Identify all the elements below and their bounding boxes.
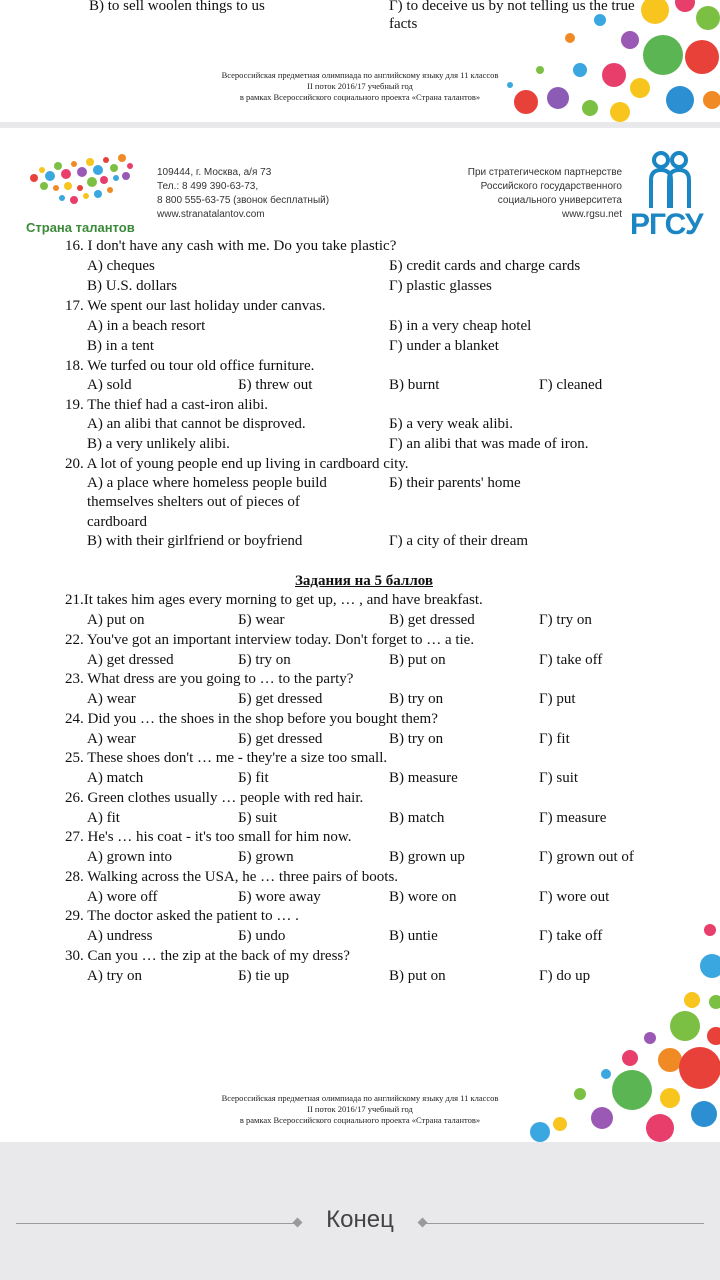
q26-option-b: Б) suit <box>238 809 278 826</box>
q17-option-d: Г) under a blanket <box>389 338 499 354</box>
question-26: 26. Green clothes usually … people with red hair. <box>65 789 364 806</box>
q21-option-b: Б) wear <box>238 612 285 628</box>
q26-option-c: В) match <box>389 809 445 826</box>
question-18: 18. We turfed ou tour old office furniture. <box>65 358 315 374</box>
question-17: 17. We spent our last holiday under canvas. <box>65 298 326 314</box>
end-label: Конец <box>326 1206 394 1233</box>
q27-option-c: В) grown up <box>389 849 465 865</box>
q29-option-c: В) untie <box>389 928 438 944</box>
q25-option-a: А) match <box>87 770 144 786</box>
end-divider-right <box>424 1223 704 1224</box>
q16-option-a: А) cheques <box>87 258 155 274</box>
q30-option-b: Б) tie up <box>238 967 290 984</box>
q20-option-a: А) a place where homeless people build <box>87 475 327 491</box>
q18-option-c: В) burnt <box>389 377 440 393</box>
q22-option-b: Б) try on <box>238 651 291 668</box>
q19-option-a: А) an alibi that cannot be disproved. <box>87 416 306 432</box>
q24-option-d: Г) fit <box>539 730 570 747</box>
q27-option-b: Б) grown <box>238 849 294 865</box>
q26-option-a: А) fit <box>87 809 120 826</box>
q17-option-c: В) in a tent <box>87 338 155 354</box>
question-21: 21.It takes him ages every morning to get up, … , and have breakfast. <box>65 592 483 608</box>
q29-option-d: Г) take off <box>539 928 603 944</box>
strana-talantov-logo-icon <box>24 148 139 220</box>
q18-option-b: Б) threw out <box>238 377 313 393</box>
question-20: 20. A lot of young people end up living in cardboard city. <box>65 456 409 472</box>
q22-option-a: А) get dressed <box>87 651 174 668</box>
q20-option-d: Г) a city of their dream <box>389 533 529 549</box>
q24-option-c: В) try on <box>389 730 444 747</box>
contact-address: 109444, г. Москва, а/я 73 Тел.: 8 499 390-63-73, 8 800 555-63-75 (звонок бесплатный) www.stranatalantov.com <box>157 167 330 220</box>
question-16: 16. I don't have any cash with me. Do you take plastic? <box>65 238 397 254</box>
rgsu-logo-text: РГСУ <box>630 208 703 241</box>
q17-option-a: А) in a beach resort <box>87 318 206 334</box>
q28-option-a: А) wore off <box>87 888 158 905</box>
q30-option-c: В) put on <box>389 967 446 984</box>
q28-option-b: Б) wore away <box>238 888 321 905</box>
q30-option-a: А) try on <box>87 967 142 984</box>
page-footer-top: Всероссийская предметная олимпиада по английскому языку для 11 классов II поток 2016/17 учебный год в рамках Всероссийского социального проекта «Страна талантов» <box>221 70 499 102</box>
q17-option-b: Б) in a very cheap hotel <box>389 318 532 334</box>
q19-option-d: Г) an alibi that was made of iron. <box>389 436 589 452</box>
q23-option-d: Г) put <box>539 691 576 707</box>
q29-option-a: А) undress <box>87 928 153 944</box>
prev-option-g-cont: facts <box>389 16 418 32</box>
q21-option-a: А) put on <box>87 612 145 628</box>
prev-option-b: В) to sell woolen things to us <box>89 0 265 14</box>
question-23: 23. What dress are you going to … to the party? <box>65 671 354 687</box>
q23-option-a: А) wear <box>87 691 136 707</box>
page-footer: Всероссийская предметная олимпиада по английскому языку для 11 классов II поток 2016/17 учебный год в рамках Всероссийского социального проекта «Страна талантов» <box>221 1093 499 1125</box>
q19-option-b: Б) a very weak alibi. <box>389 416 513 432</box>
q21-option-d: Г) try on <box>539 612 592 628</box>
q23-option-b: Б) get dressed <box>238 691 323 707</box>
question-28: 28. Walking across the USA, he … three pairs of boots. <box>65 868 399 885</box>
q29-option-b: Б) undo <box>238 928 286 944</box>
q27-option-d: Г) grown out of <box>539 849 634 865</box>
q19-option-c: В) a very unlikely alibi. <box>87 436 230 452</box>
q28-option-d: Г) wore out <box>539 888 610 905</box>
question-22: 22. You've got an important interview today. Don't forget to … a tie. <box>65 631 475 648</box>
q26-option-d: Г) measure <box>539 809 607 826</box>
q18-option-d: Г) cleaned <box>539 377 603 393</box>
q24-option-a: А) wear <box>87 730 136 747</box>
question-30: 30. Can you … the zip at the back of my dress? <box>65 947 350 964</box>
q16-option-c: В) U.S. dollars <box>87 278 177 294</box>
q18-option-a: А) sold <box>87 377 132 393</box>
q20-option-a-cont2: cardboard <box>87 514 147 530</box>
q25-option-c: В) measure <box>389 770 458 786</box>
question-24: 24. Did you … the shoes in the shop before you bought them? <box>65 710 438 727</box>
question-27: 27. He's … his coat - it's too small for him now. <box>65 829 352 845</box>
question-19: 19. The thief had a cast-iron alibi. <box>65 397 268 413</box>
q30-option-d: Г) do up <box>539 967 591 984</box>
partner-info: При стратегическом партнерстве Российского государственного социального университета www.rgsu.net <box>467 167 622 220</box>
q25-option-b: Б) fit <box>238 770 269 786</box>
q23-option-c: В) try on <box>389 691 444 707</box>
decorative-dots-top <box>480 0 720 122</box>
prev-option-g: Г) to deceive us by not telling us the true <box>389 0 635 14</box>
q24-option-b: Б) get dressed <box>238 730 323 747</box>
q20-option-b: Б) their parents' home <box>389 475 521 491</box>
q22-option-c: В) put on <box>389 651 446 668</box>
q22-option-d: Г) take off <box>539 651 603 668</box>
previous-page <box>0 0 720 122</box>
question-25: 25. These shoes don't … me - they're a size too small. <box>65 750 388 766</box>
q21-option-c: В) get dressed <box>389 612 475 628</box>
document-page <box>0 128 720 1142</box>
q16-option-d: Г) plastic glasses <box>389 278 492 294</box>
section-title: Задания на 5 баллов <box>295 573 433 589</box>
q16-option-b: Б) credit cards and charge cards <box>389 258 581 274</box>
q25-option-d: Г) suit <box>539 770 579 786</box>
question-29: 29. The doctor asked the patient to … . <box>65 908 299 924</box>
q20-option-a-cont1: themselves shelters out of pieces of <box>87 494 300 510</box>
brand-name: Страна талантов <box>26 220 135 235</box>
q27-option-a: А) grown into <box>87 849 172 865</box>
rgsu-logo-icon <box>645 150 695 210</box>
q20-option-c: В) with their girlfriend or boyfriend <box>87 533 303 549</box>
q28-option-c: В) wore on <box>389 888 457 905</box>
